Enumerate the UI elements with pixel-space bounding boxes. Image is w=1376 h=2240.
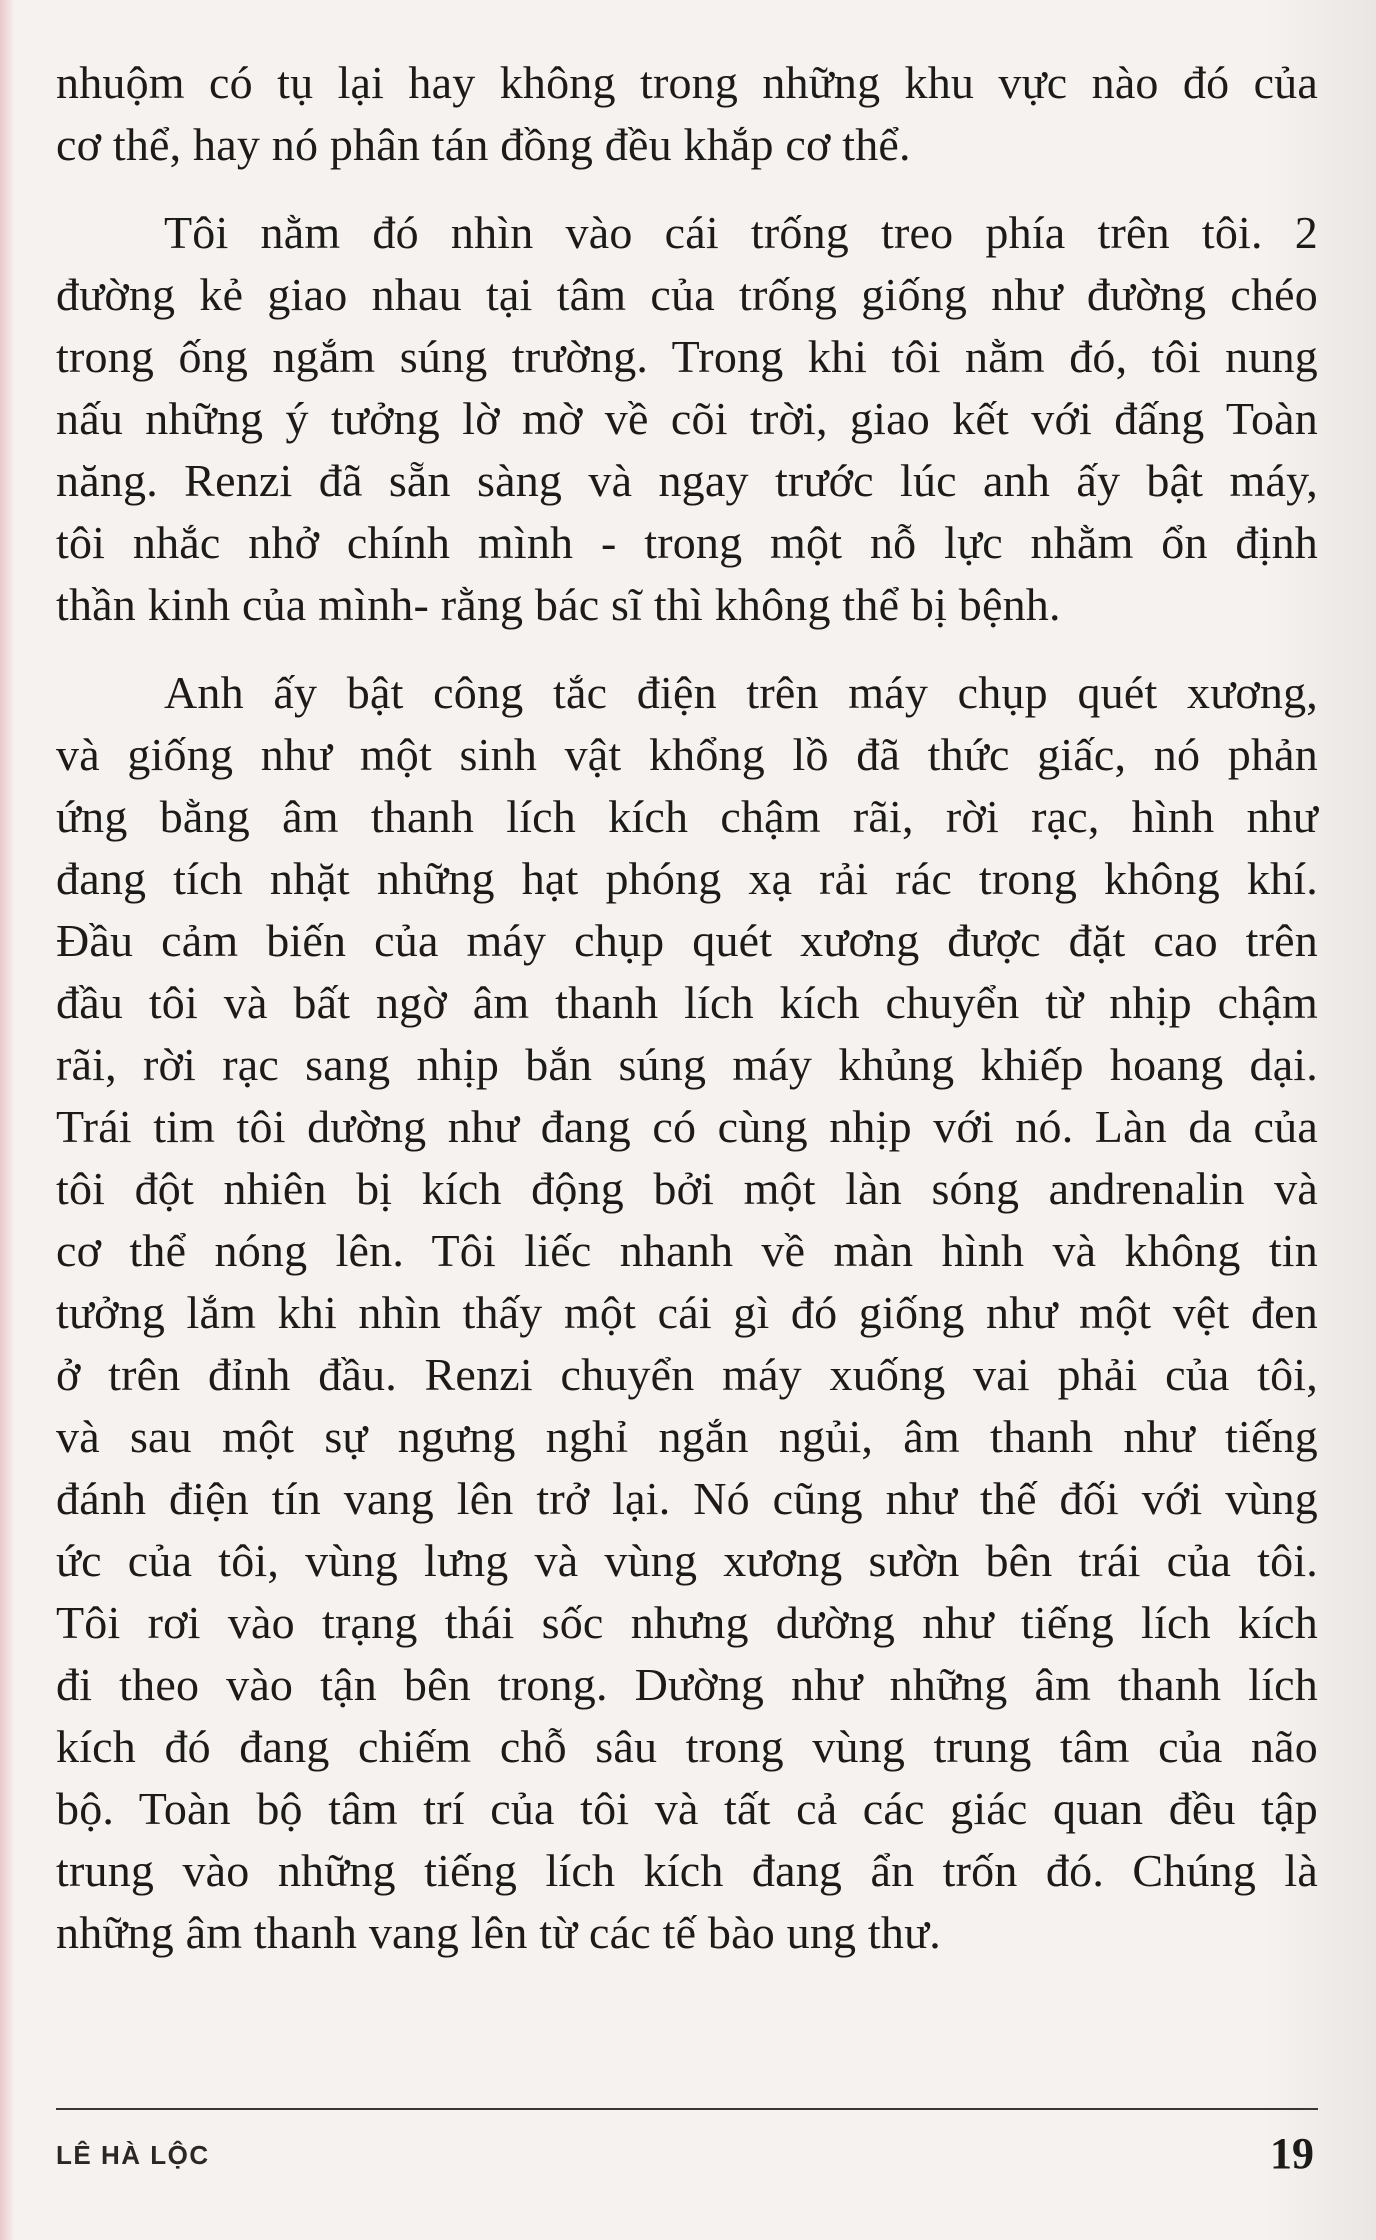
text-line: Anh ấy bật công tắc điện trên máy chụp quét xương, [164,667,1318,718]
text-line: Trái tim tôi dường như đang có cùng nhịp với nó. Làn da của [56,1101,1318,1152]
text-line: cơ thể, hay nó phân tán đồng đều khắp cơ thể. [56,119,911,170]
text-line: ở trên đỉnh đầu. Renzi chuyển máy xuống vai phải của tôi, [56,1349,1318,1400]
footer-author: LÊ HÀ LỘC [56,2140,210,2170]
paragraph-gap [56,176,1318,202]
paragraph [56,52,1318,176]
text-line: rãi, rời rạc sang nhịp bắn súng máy khủng khiếp hoang dại. [56,1039,1318,1090]
text-line: đi theo vào tận bên trong. Dường như những âm thanh lích [56,1659,1318,1710]
text-line: ứng bằng âm thanh lích kích chậm rãi, rời rạc, hình như [56,791,1318,842]
paragraph [56,662,1318,1964]
text-line: trung vào những tiếng lích kích đang ẩn trốn đó. Chúng là [56,1845,1318,1896]
text-line: thần kinh của mình- rằng bác sĩ thì không thể bị bệnh. [56,579,1061,630]
text-line: kích đó đang chiếm chỗ sâu trong vùng trung tâm của não [56,1721,1318,1772]
paragraph-gap [56,636,1318,662]
body-text [56,52,1318,1964]
text-line: bộ. Toàn bộ tâm trí của tôi và tất cả các giác quan đều tập [56,1783,1318,1834]
text-line: những âm thanh vang lên từ các tế bào ung thư. [56,1907,941,1958]
text-line: tưởng lắm khi nhìn thấy một cái gì đó giống như một vệt đen [56,1287,1318,1338]
footer-rule [56,2108,1318,2110]
text-line: tôi đột nhiên bị kích động bởi một làn sóng andrenalin và [56,1163,1318,1214]
text-line: trong ống ngắm súng trường. Trong khi tôi nằm đó, tôi nung [56,331,1318,382]
text-line: Đầu cảm biến của máy chụp quét xương được đặt cao trên [56,915,1318,966]
text-line: đầu tôi và bất ngờ âm thanh lích kích chuyển từ nhịp chậm [56,977,1318,1028]
page-edge-tint [0,0,14,2240]
text-line: năng. Renzi đã sẵn sàng và ngay trước lúc anh ấy bật máy, [56,455,1318,506]
text-line: đang tích nhặt những hạt phóng xạ rải rác trong không khí. [56,853,1318,904]
text-line: nấu những ý tưởng lờ mờ về cõi trời, giao kết với đấng Toàn [56,393,1318,444]
text-line: Tôi nằm đó nhìn vào cái trống treo phía trên tôi. 2 [164,207,1318,258]
text-line: Tôi rơi vào trạng thái sốc nhưng dường như tiếng lích kích [56,1597,1318,1648]
text-line: tôi nhắc nhở chính mình - trong một nỗ lực nhằm ổn định [56,517,1318,568]
text-line: nhuộm có tụ lại hay không trong những khu vực nào đó của [56,57,1318,108]
paragraph [56,202,1318,636]
text-line: và sau một sự ngưng nghỉ ngắn ngủi, âm thanh như tiếng [56,1411,1318,1462]
text-line: ức của tôi, vùng lưng và vùng xương sườn bên trái của tôi. [56,1535,1318,1586]
page-number: 19 [1270,2129,1314,2178]
text-line: đường kẻ giao nhau tại tâm của trống giống như đường chéo [56,269,1318,320]
text-line: cơ thể nóng lên. Tôi liếc nhanh về màn hình và không tin [56,1225,1318,1276]
text-line: đánh điện tín vang lên trở lại. Nó cũng như thế đối với vùng [56,1473,1318,1524]
text-line: và giống như một sinh vật khổng lồ đã thức giấc, nó phản [56,729,1318,780]
